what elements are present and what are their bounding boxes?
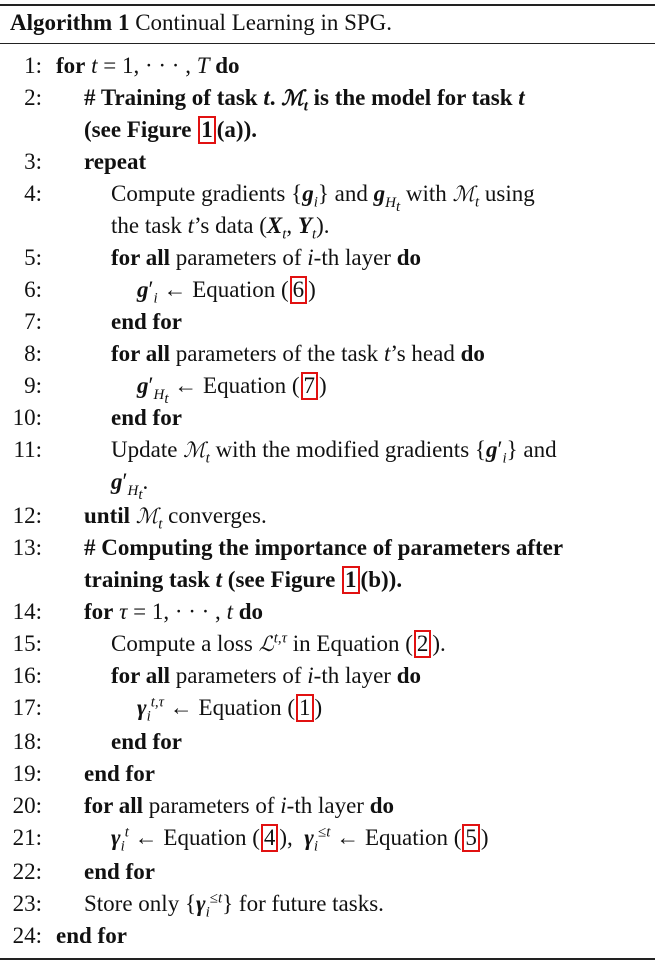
- line-text: for all parameters of i-th layer do: [84, 793, 394, 818]
- line-13: [0, 532, 660, 564]
- line-16: [0, 660, 660, 692]
- line-5: [0, 242, 660, 274]
- line-17: [0, 692, 660, 724]
- figure-ref-link[interactable]: 1: [342, 566, 360, 594]
- equation-ref-link[interactable]: 5: [462, 824, 480, 852]
- line-number: 24:: [12, 923, 42, 948]
- line-text: end for: [84, 859, 155, 884]
- line-number: 20:: [12, 793, 42, 818]
- equation-ref-link[interactable]: 2: [414, 630, 432, 658]
- line-text: # Training of task t. ℳ$_t$ is the model for task t: [84, 85, 525, 115]
- equation-ref-link[interactable]: 6: [290, 276, 308, 304]
- line-2: [0, 82, 660, 114]
- line-6: [0, 274, 660, 306]
- line-7: [0, 306, 660, 338]
- caption-label: Algorithm 1: [10, 10, 130, 35]
- equation-ref-link[interactable]: 1: [296, 694, 314, 722]
- line-number: 9:: [24, 373, 42, 398]
- line-23: [0, 888, 660, 920]
- line-11: [0, 434, 660, 466]
- figure-ref-link[interactable]: 1: [198, 116, 216, 144]
- line-text: $g'_{H_t}$ ← Equation ( 7 ): [137, 373, 327, 407]
- line-text: repeat: [84, 149, 147, 174]
- line-number: 5:: [24, 245, 42, 270]
- line-text: (see Figure 1 (a)).: [84, 117, 257, 142]
- line-number: 22:: [12, 859, 42, 884]
- line-text: $\gamma_i^t$ ← Equation ( 4 ), $\gamma_i^{\le t}$ ← Equation ( 5 ): [111, 824, 489, 855]
- line-number: 17:: [12, 695, 42, 720]
- line-4-cont: [0, 210, 660, 242]
- algorithm-caption: [10, 6, 392, 40]
- line-text: for τ = 1, · · · , t do: [84, 599, 263, 624]
- line-text: for all parameters of i-th layer do: [111, 663, 421, 688]
- line-text: Compute gradients $\{g_i\}$ and $g_{H_t}$ with ℳ$_t$ using: [111, 181, 535, 215]
- line-text: for all parameters of i-th layer do: [111, 245, 421, 270]
- line-24: [0, 920, 660, 952]
- line-number: 11:: [13, 437, 42, 462]
- line-number: 10:: [12, 405, 42, 430]
- bottom-rule: [0, 958, 655, 960]
- line-text: end for: [111, 405, 182, 430]
- line-text: end for: [111, 729, 182, 754]
- line-text: end for: [111, 309, 182, 334]
- line-text: $\gamma_i^{t,\tau}$ ← Equation ( 1 ): [137, 694, 323, 725]
- line-text: end for: [84, 761, 155, 786]
- line-number: 18:: [12, 729, 42, 754]
- line-text: for all parameters of the task t’s head do: [111, 341, 485, 366]
- line-13-cont: [0, 564, 660, 596]
- line-number: 3:: [24, 149, 42, 174]
- line-number: 6:: [24, 277, 42, 302]
- line-text: the task t’s data ($X_t$, $Y_t$).: [111, 213, 330, 243]
- line-2-cont: [0, 114, 660, 146]
- line-11-cont: [0, 466, 660, 503]
- line-text: until ℳ$_t$ converges.: [84, 503, 267, 533]
- line-15: [0, 628, 660, 660]
- line-20: [0, 790, 660, 822]
- line-number: 19:: [12, 761, 42, 786]
- caption-rule: [0, 43, 655, 44]
- line-number: 2:: [24, 85, 42, 110]
- equation-ref-link[interactable]: 7: [301, 372, 319, 400]
- line-number: 1:: [24, 53, 42, 78]
- line-9: [0, 370, 660, 407]
- line-4: [0, 178, 660, 215]
- line-text: Store only $\{\gamma_i^{\le t}\}$ for future tasks.: [84, 890, 384, 921]
- line-1: [0, 50, 660, 82]
- line-number: 7:: [24, 309, 42, 334]
- line-number: 8:: [24, 341, 42, 366]
- line-3: [0, 146, 660, 178]
- line-8: [0, 338, 660, 370]
- caption-title: Continual Learning in SPG.: [135, 10, 393, 35]
- line-number: 14:: [12, 599, 42, 624]
- line-text: $g'_{H_t}$.: [111, 469, 149, 503]
- line-text: for t = 1, · · · , T do: [56, 53, 240, 78]
- equation-ref-link[interactable]: 4: [261, 824, 279, 852]
- line-number: 15:: [12, 631, 42, 656]
- line-number: 16:: [12, 663, 42, 688]
- line-text: end for: [56, 923, 127, 948]
- line-19: [0, 758, 660, 790]
- line-number: 23:: [12, 891, 42, 916]
- line-text: training task t (see Figure 1 (b)).: [84, 567, 403, 592]
- line-12: [0, 500, 660, 532]
- line-text: Update ℳ$_t$ with the modified gradients $\{g'_i\}$ and: [111, 437, 557, 467]
- line-number: 13:: [12, 535, 42, 560]
- line-number: 21:: [12, 825, 42, 850]
- line-10: [0, 402, 660, 434]
- line-number: 12:: [12, 503, 42, 528]
- line-21: [0, 822, 660, 854]
- line-14: [0, 596, 660, 628]
- line-number: 4:: [24, 181, 42, 206]
- line-22: [0, 856, 660, 888]
- line-text: # Computing the importance of parameters after: [84, 535, 564, 560]
- line-text: $g'_i$ ← Equation ( 6 ): [137, 277, 316, 307]
- line-18: [0, 726, 660, 758]
- line-text: Compute a loss ℒ$^{t,\tau}$ in Equation ( 2 ).: [111, 630, 446, 656]
